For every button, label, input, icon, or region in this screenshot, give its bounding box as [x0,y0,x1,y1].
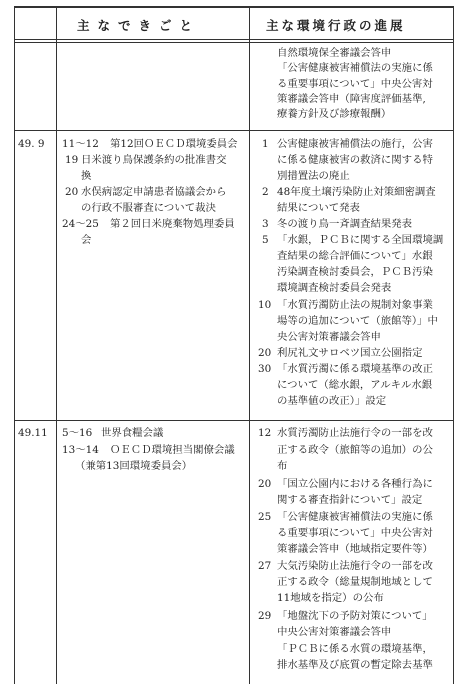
admin-day: 25 [258,511,272,523]
admin-line: 「水質汚濁防止法の規制対象事業 [277,299,433,311]
document-table [14,6,454,684]
admin-line: 策審議会答申（障害度評価基準, [277,93,426,105]
admin-line: の基準値の改正）」設定 [277,395,387,407]
admin-line: 別措置法の廃止 [277,170,350,182]
admin-line: 汚染調査検討委員会，ＰＣＢ汚染 [277,266,433,278]
admin-line: 環境調査検討委員会発表 [277,282,392,294]
admin-day: 10 [258,299,272,311]
admin-line: 央公害対策審議会答申 [277,331,381,343]
admin-day: 2 [262,186,269,198]
admin-line: 「水質汚濁に係る環境基準の改正 [277,363,433,375]
header-admin-title: 主な環境行政の進展 [266,18,406,33]
admin-line: 排水基準及び底質の暫定除去基準 [277,659,433,671]
header-events-title: 主なできごと [77,18,201,33]
event-line: 第12回ＯＥＣＤ環境委員会 [110,138,238,150]
event-line: 世界食糧会議 [101,427,164,439]
admin-line: 公害健康被害補償法の施行，公害 [277,138,433,150]
section-date: 49.11 [18,427,48,439]
event-day: 5～16 [62,427,93,439]
admin-line: 冬の渡り鳥一斉調査結果発表 [277,218,413,230]
admin-line: 査結果の総合評価について」水銀 [277,250,433,262]
admin-day: 30 [258,363,272,375]
section-date: 49. 9 [18,138,45,150]
row-divider-2 [14,420,454,421]
table-right-border [453,6,454,684]
event-day: 19 [65,154,79,166]
admin-line: 水質汚濁防止法施行令の一部を改 [277,427,433,439]
column-divider-1 [56,6,57,684]
event-line: 日米渡り鳥保護条約の批准書交 [81,154,227,166]
event-day: 11～12 [62,138,99,150]
event-line: ＯＥＣＤ環境担当閣僚会議 [110,444,235,456]
admin-line: 療養方針及び診療報酬） [277,108,392,120]
admin-day: 29 [258,610,272,622]
table-top-border [14,6,454,8]
admin-line: 策審議会答申（地域指定要件等） [277,543,433,555]
row-divider-1 [14,130,454,131]
event-line: の行政不服審査について裁決 [81,202,216,214]
admin-day: 27 [258,560,272,572]
admin-line: 利尻礼文サロベツ国立公園指定 [277,347,423,359]
admin-day: 5 [262,234,269,246]
admin-line: 「公害健康被害補償法の実施に係 [277,511,433,523]
admin-line: 「国立公園内における各種行為に [277,478,433,490]
header-bottom-border [14,39,454,40]
admin-line: 正する政令（総量規制地域として [277,576,433,588]
admin-line: 結果について発表 [277,202,360,214]
column-divider-2 [249,6,250,684]
admin-line: 「地盤沈下の予防対策について」 [277,610,433,622]
admin-line: 正する政令（旅館等の追加）の公 [277,444,433,456]
admin-line: について（総水銀，アルキル水銀 [277,379,433,391]
admin-line: る重要事項について」中央公害対 [277,527,433,539]
event-day: 24～25 [62,218,99,230]
table-left-border [14,6,15,684]
event-line: 換 [81,170,92,182]
admin-day: 12 [258,427,272,439]
event-day: 20 [65,186,79,198]
admin-day: 1 [262,138,269,150]
event-line: 第２回日米廃棄物処理委員 [110,218,235,230]
admin-line: 「公害健康被害補償法の実施に係 [277,62,433,74]
admin-day: 3 [262,218,269,230]
event-line: 会 [81,234,92,246]
admin-line: 大気汚染防止法施行令の一部を改 [277,560,433,572]
admin-line: 布 [277,460,288,472]
admin-line: に係る健康被害の救済に関する特 [277,154,433,166]
admin-day: 20 [258,478,272,490]
admin-line: 関する審査指針について」設定 [277,494,423,506]
admin-line: 中央公害対策審議会答申 [277,626,392,638]
admin-line: 48年度土壌汚染防止対策細密調査 [277,186,436,198]
event-line: 水俣病認定申請患者協議会から [81,186,227,198]
header-bottom-border-2 [14,42,454,43]
admin-line: 場等の追加について（旅館等）」中 [277,315,438,327]
admin-line: る重要事項について」中央公害対 [277,78,433,90]
admin-line: 「水銀，ＰＣＢに関する全国環境調 [277,234,444,246]
admin-line: 11地域を指定）の公布 [277,592,384,604]
event-line: （兼第13回環境委員会） [75,460,193,472]
admin-day: 20 [258,347,272,359]
event-day: 13～14 [62,444,99,456]
admin-line: 「ＰＣＢに係る水質の環境基準， [277,643,433,655]
admin-line: 自然環境保全審議会答申 [277,47,392,59]
